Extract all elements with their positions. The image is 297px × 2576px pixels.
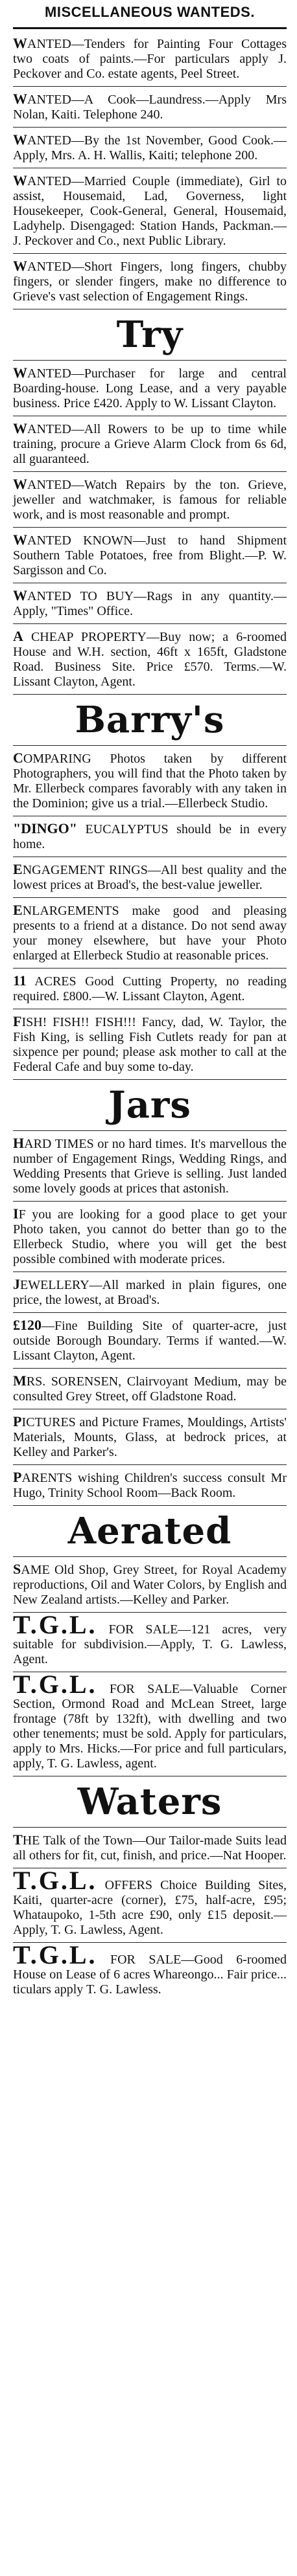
ad-text: RS. SORENSEN, Clairvoyant Medium, may be consulted Grey Street, off Gladstone Road. <box>13 1374 287 1404</box>
ad-lead: W <box>13 258 27 274</box>
ad-lead: T.G.L. <box>13 1940 97 1969</box>
classified-ad <box>13 1562 287 1607</box>
ad-text: HE Talk of the Town—Our Tailor-made Suits lead all others for fit, cut, finish, and price.—Nat Hooper. <box>13 1833 287 1863</box>
ad-lead: W <box>13 35 27 51</box>
ad-text: FOR SALE—121 acres, very suitable for subdivision.—Apply, T. G. Lawless, Agent. <box>13 1622 287 1666</box>
ad-lead: I <box>13 1205 19 1222</box>
classified-ad <box>13 91 287 122</box>
ad-text: ARENTS wishing Children's success consult Mr Hugo, Trinity School Room—Back Room. <box>13 1471 287 1500</box>
ad-text: ACRES Good Cutting Property, no reading required. £800.—W. Lissant Clayton, Agent. <box>13 974 287 1003</box>
divider <box>13 1464 287 1465</box>
divider <box>13 1556 287 1557</box>
classified-ad <box>13 132 287 163</box>
ad-text: AME Old Shop, Grey Street, for Royal Academy reproductions, Oil and Water Colors, by English and New Zealand artists.—Kelley and Parker. <box>13 1563 287 1607</box>
ad-lead: E <box>13 902 23 918</box>
ad-lead: P <box>13 1469 22 1485</box>
classified-ad <box>13 1866 287 1938</box>
classified-ad <box>13 1014 287 1075</box>
ad-lead: J <box>13 1276 20 1292</box>
ad-lead: W <box>13 587 27 603</box>
divider <box>13 471 287 472</box>
ad-text: CHEAP PROPERTY—Buy now; a 6-roomed House and W.H. section, 46ft x 165ft, Gladstone Road. Business Site. Price £570. Terms.—W. Lissant Clayton, Agent. <box>13 630 287 689</box>
ad-text: FOR SALE—Valuable Corner Section, Ormond Road and McLean Street, large frontage (78ft by 132ft), with dwelling and two other tenements; must be sold. Apply for particulars, apply to Mrs. Hicks.—For price and full particulars, apply, T. G. Lawless, agent. <box>13 1682 287 1771</box>
ad-text: OFFERS Choice Building Sites, Kaiti, quarter-acre (corner), £75, half-acre, £95; Whataupoko, 1-5th acre £90, only £15 deposit.—Apply, T. G. Lawless, Agent. <box>13 1878 287 1937</box>
ad-text: ANTED KNOWN—Just to hand Shipment Southern Table Potatoes, free from Blight.—P. W. Sargisson and Co. <box>13 533 287 577</box>
classified-ad <box>13 1470 287 1501</box>
ad-text: F you are looking for a good place to get your Photo taken, you cannot do better than go to the Ellerbeck Studio, where you will get the best possible combined with moderate prices. <box>13 1207 287 1266</box>
classified-ad <box>13 36 287 82</box>
divider <box>13 1368 287 1369</box>
ad-lead: T <box>13 1831 23 1848</box>
page-title: MISCELLANEOUS WANTEDS. <box>45 4 255 20</box>
classified-ad <box>13 1136 287 1196</box>
ad-lead: W <box>13 131 27 148</box>
ad-lead: S <box>13 1561 21 1577</box>
ad-lead: T.G.L. <box>13 1610 97 1639</box>
ad-lead: W <box>13 420 27 436</box>
divider <box>13 1079 287 1080</box>
divider <box>13 1271 287 1272</box>
ad-lead: C <box>13 750 23 766</box>
classified-ad <box>13 258 287 304</box>
divider <box>13 27 287 29</box>
divider <box>13 360 287 361</box>
divider <box>13 127 287 128</box>
divider <box>13 1130 287 1131</box>
ad-text: EWELLERY—All marked in plain figures, one price, the lowest, at Broad's. <box>13 1278 287 1307</box>
ad-lead: W <box>13 364 27 381</box>
divider <box>13 968 287 969</box>
classified-ad <box>13 1206 287 1267</box>
ad-text: EUCALYPTUS should be in every home. <box>13 822 287 851</box>
divider <box>13 897 287 898</box>
classified-ad <box>13 973 287 1004</box>
classified-ad <box>13 421 287 467</box>
ad-lead: W <box>13 91 27 107</box>
ad-lead: W <box>13 476 27 492</box>
ad-lead: "DINGO" <box>13 820 77 836</box>
ad-text: ANTED—All Rowers to be up to time while training, procure a Grieve Alarm Clock from 6s 6d, all guaranteed. <box>13 422 287 466</box>
ad-lead: W <box>13 532 27 548</box>
divider <box>13 527 287 528</box>
ad-text: ANTED—Tenders for Painting Four Cottages two coats of paints.—For particulars apply J. Peckover and Co. estate agents, Peel Street. <box>13 37 287 81</box>
ad-text: ISH! FISH!! FISH!!! Fancy, dad, W. Taylor, the Fish King, is selling Fish Cutlets ready for pan at sixpence per pound; please ask mother to call at the Federal Cafe and buy some to-day. <box>13 1015 287 1074</box>
ad-lead: F <box>13 1013 22 1029</box>
divider <box>13 253 287 254</box>
ad-text: —Fine Building Site of quarter-acre, just outside Borough Boundary. Terms if wanted.—W. Lissant Clayton, Agent. <box>13 1319 287 1363</box>
ad-text: ANTED—Married Couple (immediate), Girl to assist, Housemaid, Lad, Governess, light Housekeeper, Cook-General, General, Housemaid, Ladyhelp. Disengaged: Station Hands, Packman.—J. Peckover and Co., next Public Library. <box>13 174 287 248</box>
ad-text: ANTED—Purchaser for large and central Boarding-house. Long Lease, and a very payable business. Price £420. Apply to W. Lissant Clayton. <box>13 366 287 410</box>
classified-ad <box>13 750 287 811</box>
ads-list <box>13 35 287 1997</box>
classified-ad <box>13 1373 287 1404</box>
ad-lead: E <box>13 861 23 877</box>
classified-ad <box>13 1317 287 1363</box>
divider <box>13 86 287 87</box>
ad-text: ANTED—By the 1st November, Good Cook.—Apply, Mrs. A. H. Wallis, Kaiti; telephone 200. <box>13 133 287 162</box>
classified-ad <box>13 1940 287 1997</box>
divider <box>13 1505 287 1506</box>
ad-lead: M <box>13 1372 27 1389</box>
classified-ad <box>13 588 287 619</box>
banner-heading: Waters <box>77 1780 222 1823</box>
ad-text: ANTED TO BUY—Rags in any quantity.—Apply, "Times" Office. <box>13 589 287 618</box>
banner-heading: Barry's <box>75 699 225 741</box>
divider <box>13 1312 287 1313</box>
ad-text: ICTURES and Picture Frames, Mouldings, Artists' Materials, Mounts, Glass, at bedrock prices, at Kelley and Parker's. <box>13 1415 287 1459</box>
ad-text: ARD TIMES or no hard times. It's marvellous the number of Engagement Rings, Wedding Rings, and Wedding Presents that Grieve is selling. Just landed some lovely goods at prices that astonish. <box>13 1137 287 1196</box>
classified-ad <box>13 821 287 852</box>
divider <box>13 623 287 624</box>
ad-lead: 11 <box>13 972 27 989</box>
banner-heading: Aerated <box>67 1510 232 1552</box>
classified-ad <box>13 1414 287 1460</box>
ad-text: ANTED—A Cook—Laundress.—Apply Mrs Nolan, Kaiti. Telephone 240. <box>13 93 287 122</box>
divider <box>13 694 287 695</box>
classified-ad <box>13 629 287 689</box>
divider <box>13 1201 287 1202</box>
divider <box>13 1827 287 1828</box>
classified-ad <box>13 1832 287 1863</box>
banner-heading: Jars <box>108 1084 191 1126</box>
classified-ad <box>13 1277 287 1308</box>
ad-lead: A <box>13 628 23 644</box>
ad-lead: T.G.L. <box>13 1670 97 1699</box>
ad-text: NLARGEMENTS make good and pleasing presents to a friend at a distance. Do not send away your money elsewhere, but have your Photo enlarged at Ellerbeck Studio at reasonable prices. <box>13 904 287 963</box>
classified-ad <box>13 532 287 578</box>
ad-text: OMPARING Photos taken by different Photographers, you will find that the Photo taken by Mr. Ellerbeck compares favorably with any taken in the Dominion; give us a trial.—Ellerbeck Studio. <box>13 752 287 811</box>
classified-ad <box>13 862 287 893</box>
ad-lead: T.G.L. <box>13 1866 97 1895</box>
classified-ad <box>13 1610 287 1667</box>
classified-ad <box>13 173 287 249</box>
ad-lead: H <box>13 1135 25 1151</box>
banner-heading: Try <box>116 313 184 356</box>
classified-ad <box>13 1670 287 1771</box>
ad-text: ANTED—Watch Repairs by the ton. Grieve, jeweller and watchmaker, is famous for reliable work, and is most reasonable and prompt. <box>13 478 287 522</box>
ad-lead: W <box>13 172 27 188</box>
classified-ad <box>13 476 287 522</box>
ad-lead: P <box>13 1413 22 1429</box>
ad-text: NGAGEMENT RINGS—All best quality and the lowest prices at Broad's, the best-value jeweller. <box>13 863 287 892</box>
ad-lead: £120 <box>13 1317 42 1333</box>
classified-ad <box>13 365 287 411</box>
ad-text: ANTED—Short Fingers, long fingers, chubby fingers, or slender fingers, make no difference to Grieve's vast selection of Engagement Rings. <box>13 260 287 304</box>
ad-text: FOR SALE—Good 6-roomed House on Lease of 6 acres Whareongo... Fair price... ticulars apply T. G. Lawless. <box>13 1953 287 1997</box>
classified-ad <box>13 902 287 963</box>
divider <box>13 745 287 746</box>
